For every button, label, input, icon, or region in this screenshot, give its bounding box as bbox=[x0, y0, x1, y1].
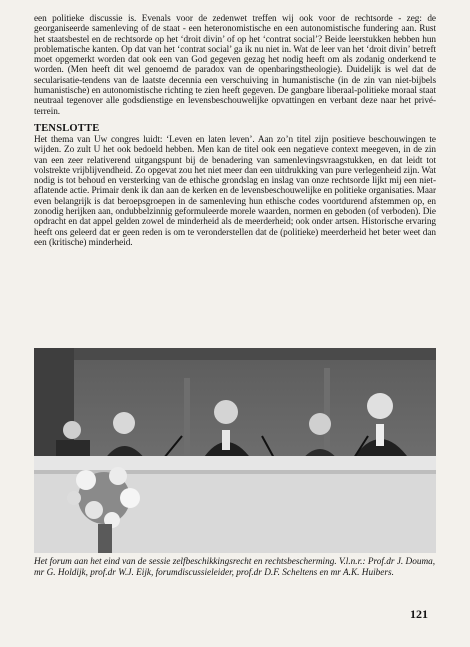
forum-photo bbox=[34, 348, 436, 553]
photo-caption: Het forum aan het eind van de sessie zelfbeschikkingsrecht en rechtsbescherming. V.l.n.r.: Prof.dr J. Douma, mr G. Holdijk, prof.dr W.J. Eijk, forumdiscussieleider, prof.dr D.F. Scheltens en mr A.K. Huibers. bbox=[34, 557, 436, 578]
page-body bbox=[34, 14, 436, 248]
page-number: 121 bbox=[410, 607, 428, 621]
section-heading: TENSLOTTE bbox=[34, 122, 100, 134]
section-paragraph: Het thema van Uw congres luidt: ‘Leven en laten leven’. Aan zo’n titel zijn positieve beschouwingen te wijden. Zo zult U het ook bedoeld hebben. Men kan de titel ook een negatieve context meegeven, in de zin van een zeer relativerend uitgangspunt bij de benadering van samenlevingsvraagstukken, en dat leidt tot volstrekte vrijblijvendheid. Zo opgevat zou het niet meer dan een uitdrukking van pure verlegenheid zijn. Wat nodig is tot behoud en versterking van de ethische grondslag en inslag van onze rechtsorde lijkt mij een niet-aflatende actie. Primair denk ik dan aan de kerken en de levensbeschouwelijke en politieke organisaties. Maar even belangrijk is dat beroepsgroepen in de samenleving hun ethische codes voortdurend afstemmen op, en zonodig herijken aan, ondubbelzinnig geformuleerde morele waarden, normen en geboden (of verboden). Die opdracht en dat appel gelden zowel de minderheid als de meerderheid; ook onder artsen. Historische ervaring heeft ons geleerd dat er geen reden is om te veronderstellen dat de (politieke) meerderheid het beter weet dan een (kritische) minderheid. bbox=[34, 134, 436, 248]
intro-paragraph: een politieke discussie is. Evenals voor de zedenwet treffen wij ook voor de rechtsorde - zeg: de georganiseerde samenleving of de staat - een heteronomistische en een autonomistische fundering aan. Rust het staatsbestel en de rechtsorde op het ‘droit divin’ of op het ‘contrat social’? Beide leerstukken hebben hun problematische kanten. Op dat van het ‘contrat social’ ga ik nu niet in. Wat de leer van het ‘droit divin’ betreft moet opgemerkt worden dat ook een van God gegeven gezag het nodig heeft om als zodanig onderkend te worden. (Men heeft dit wel genoemd de paradox van de openbaringstheologie). Duidelijk is wel dat de secularisatie-tendens van de laatste decennia een verschuiving in humanistische (in de zin van niet-bijbels humanistische) en autonomistische richting te zien heeft gegeven. De gangbare liberaal-politieke moraal staat neutraal tegenover alle godsdienstige en levensbeschouwelijke opvattingen en verbant deze naar het privé-terrein. bbox=[34, 14, 436, 117]
forum-photo-image bbox=[34, 348, 436, 553]
